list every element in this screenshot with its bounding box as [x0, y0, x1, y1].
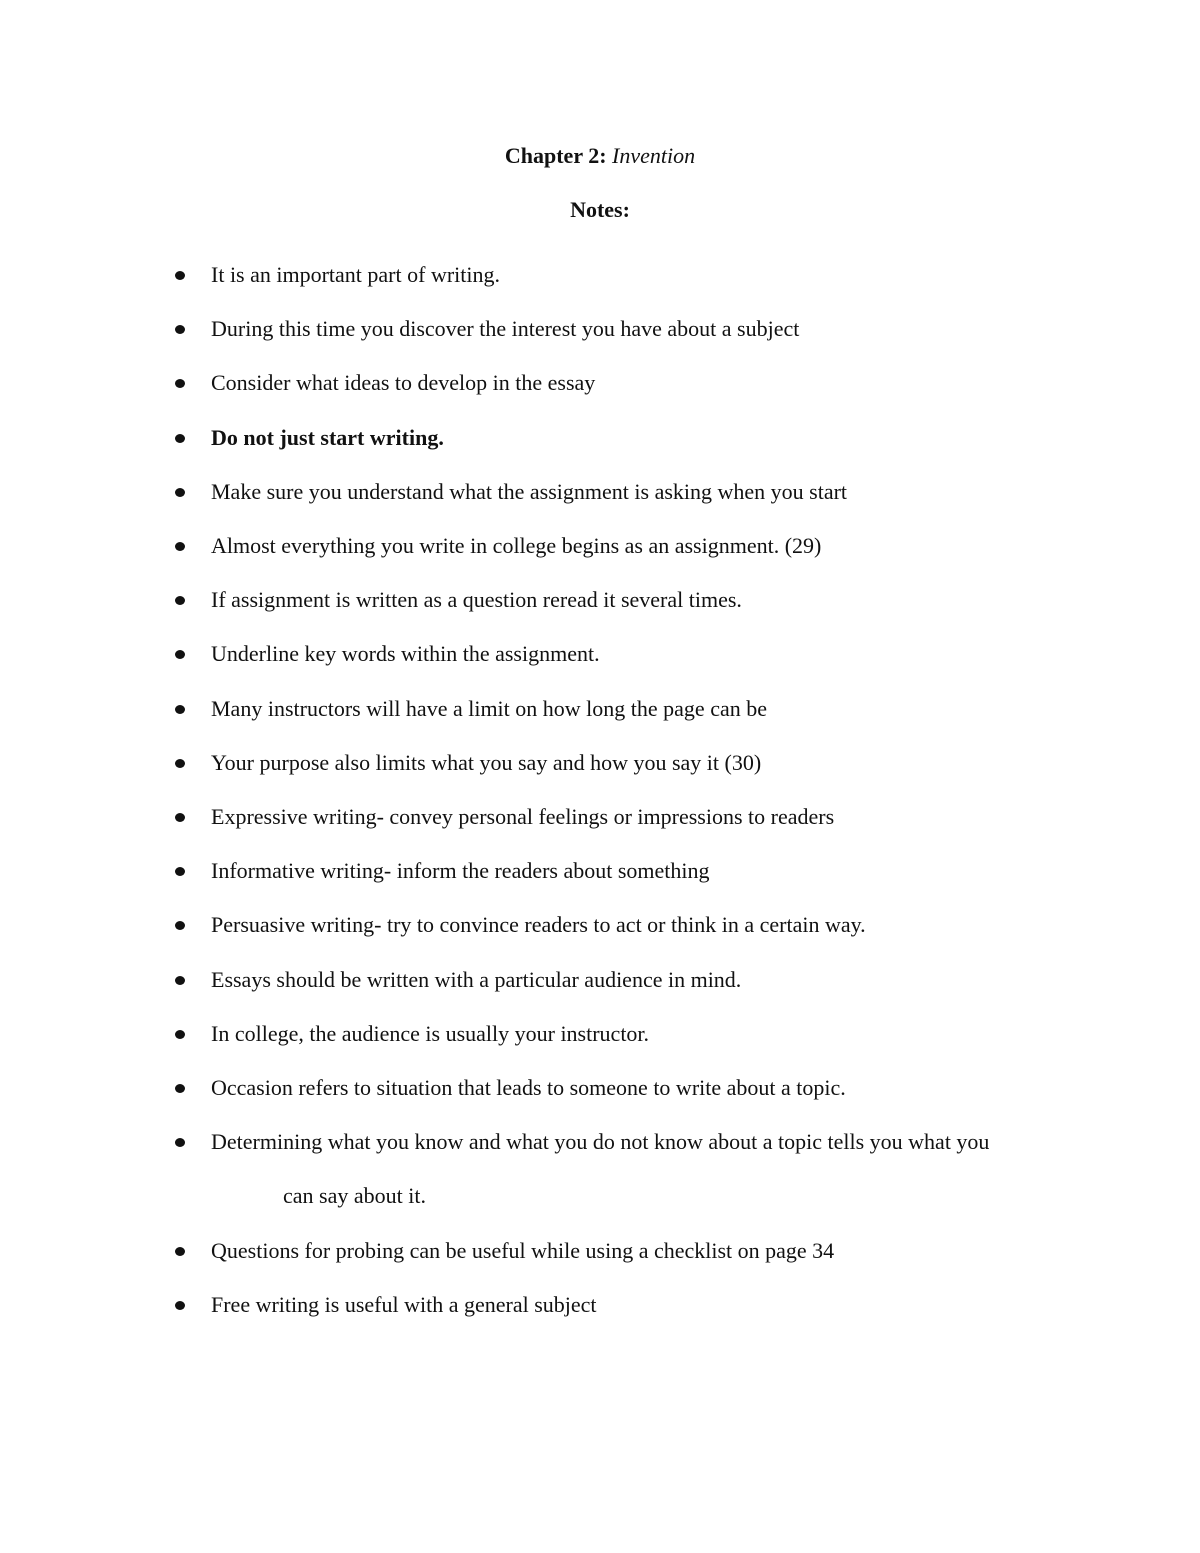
note-text: Occasion refers to situation that leads to someone to write about a topic. — [211, 1075, 846, 1101]
bullet-icon — [175, 1138, 185, 1147]
note-text: Persuasive writing- try to convince readers to act or think in a certain way. — [211, 912, 866, 938]
bullet-icon — [175, 325, 185, 334]
list-item — [0, 790, 1200, 844]
bullet-icon — [175, 542, 185, 551]
bullet-icon — [175, 921, 185, 930]
bullet-icon — [175, 650, 185, 659]
bullet-icon — [175, 813, 185, 822]
list-item — [0, 736, 1200, 790]
bullet-icon — [175, 759, 185, 768]
list-item — [0, 953, 1200, 1007]
note-text: During this time you discover the interest you have about a subject — [211, 316, 800, 342]
list-item — [0, 465, 1200, 519]
note-text: Essays should be written with a particular audience in mind. — [211, 966, 742, 992]
note-text: In college, the audience is usually your instructor. — [211, 1020, 650, 1046]
list-item — [0, 1061, 1200, 1115]
list-item — [0, 1007, 1200, 1061]
bullet-icon — [175, 1084, 185, 1093]
chapter-label: Chapter 2: — [504, 143, 607, 168]
bullet-icon — [175, 976, 185, 985]
list-item — [0, 1115, 1200, 1223]
bullet-icon — [175, 434, 185, 443]
bullet-icon — [175, 1247, 185, 1256]
chapter-subtitle: Invention — [612, 143, 696, 168]
list-item — [0, 248, 1200, 302]
notes-heading: Notes: — [570, 197, 630, 222]
list-item — [0, 411, 1200, 465]
note-text: Free writing is useful with a general subject — [211, 1291, 597, 1317]
note-text: Make sure you understand what the assignment is asking when you start — [211, 478, 848, 504]
note-text: Do not just start writing. — [211, 424, 444, 450]
list-item — [0, 519, 1200, 573]
note-text: Consider what ideas to develop in the essay — [211, 370, 596, 396]
list-item — [0, 682, 1200, 736]
note-text: Determining what you know and what you do not know about a topic tells you what you — [211, 1129, 990, 1155]
list-item — [0, 1278, 1200, 1332]
note-continuation: can say about it. — [283, 1183, 426, 1209]
bullet-icon — [175, 1301, 185, 1310]
list-item — [0, 356, 1200, 410]
note-text: Almost everything you write in college begins as an assignment. (29) — [211, 533, 822, 559]
note-text: Expressive writing- convey personal feelings or impressions to readers — [211, 804, 835, 830]
bullet-icon — [175, 271, 185, 280]
bullet-icon — [175, 1030, 185, 1039]
list-item — [0, 302, 1200, 356]
note-text: Underline key words within the assignment. — [211, 641, 600, 667]
bullet-icon — [175, 488, 185, 497]
bullet-icon — [175, 596, 185, 605]
note-text: Your purpose also limits what you say and how you say it (30) — [211, 749, 762, 775]
note-text: Informative writing- inform the readers about something — [211, 858, 710, 884]
note-text: If assignment is written as a question reread it several times. — [211, 587, 742, 613]
notes-list — [0, 248, 1200, 1332]
bullet-icon — [175, 379, 185, 388]
bullet-icon — [175, 867, 185, 876]
bullet-icon — [175, 705, 185, 714]
page-title — [0, 140, 1200, 172]
list-item — [0, 898, 1200, 952]
note-text: It is an important part of writing. — [211, 262, 500, 287]
note-text: Many instructors will have a limit on how long the page can be — [211, 695, 767, 721]
list-item — [0, 844, 1200, 898]
note-text: Questions for probing can be useful while using a checklist on page 34 — [211, 1237, 835, 1263]
list-item — [0, 1224, 1200, 1278]
list-item — [0, 627, 1200, 681]
list-item — [0, 573, 1200, 627]
